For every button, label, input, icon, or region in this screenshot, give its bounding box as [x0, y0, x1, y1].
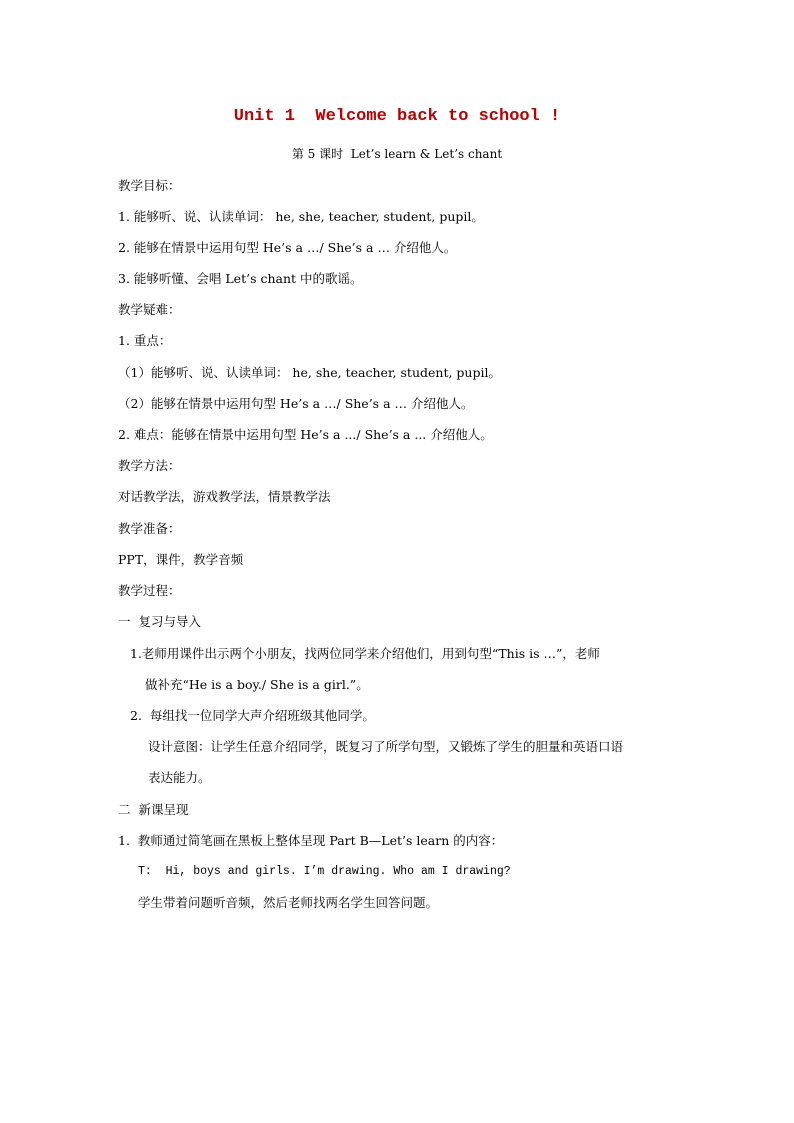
design-intent-text: 设计意图：让学生任意介绍同学，既复习了所学句型，又锻炼了学生的胆量和英语口语	[148, 739, 624, 754]
new-lesson-step-1: 1. 教师通过简笔画在黑板上整体呈现 Part B—Let’s learn 的内容：	[118, 833, 504, 848]
objective-item-1: 1. 能够听、说、认读单词： he, she, teacher, student, pupil。	[118, 209, 484, 224]
objective-item-3: 3. 能够听懂、会唱 Let’s chant 中的歌谣。	[118, 271, 363, 286]
step-heading-review: 一 复习与导入	[118, 614, 201, 629]
objective-item-2: 2. 能够在情景中运用句型 He’s a …/ She’s a … 介绍他人。	[118, 240, 457, 255]
step-heading-new-lesson: 二 新课呈现	[118, 802, 189, 817]
preparation-text: PPT，课件，教学音频	[118, 552, 244, 567]
key-point-item-1: （1）能够听、说、认读单词： he, she, teacher, student, pupil。	[118, 365, 501, 380]
section-heading-methods: 教学方法：	[118, 458, 181, 473]
review-step-1: 1.老师用课件出示两个小朋友，找两位同学来介绍他们，用到句型“This is …”，老师	[130, 646, 600, 661]
review-step-1-continued: 做补充“He is a boy./ She is a girl.”。	[145, 677, 369, 692]
key-points-label: 1. 重点：	[118, 333, 172, 348]
section-heading-preparation: 教学准备：	[118, 521, 181, 536]
design-intent-text-continued: 表达能力。	[148, 770, 211, 785]
teacher-dialogue: T: Hi, boys and girls. I’m drawing. Who am I drawing?	[138, 865, 511, 878]
difficult-point-item: 2. 难点：能够在情景中运用句型 He’s a .../ She’s a ... 介绍他人。	[118, 427, 493, 442]
review-step-2: 2. 每组找一位同学大声介绍班级其他同学。	[130, 708, 375, 723]
lesson-subtitle: 第 5 课时 Let’s learn & Let’s chant	[291, 147, 503, 161]
key-point-item-2: （2）能够在情景中运用句型 He’s a …/ She’s a … 介绍他人。	[118, 396, 474, 411]
methods-text: 对话教学法，游戏教学法，情景教学法	[118, 489, 331, 504]
document-title: Unit 1 Welcome back to school !	[233, 107, 561, 126]
section-heading-process: 教学过程：	[118, 583, 181, 598]
section-heading-objectives: 教学目标：	[118, 178, 181, 193]
section-heading-difficulties: 教学疑难：	[118, 302, 181, 317]
student-activity-text: 学生带着问题听音频，然后老师找两名学生回答问题。	[138, 895, 439, 910]
